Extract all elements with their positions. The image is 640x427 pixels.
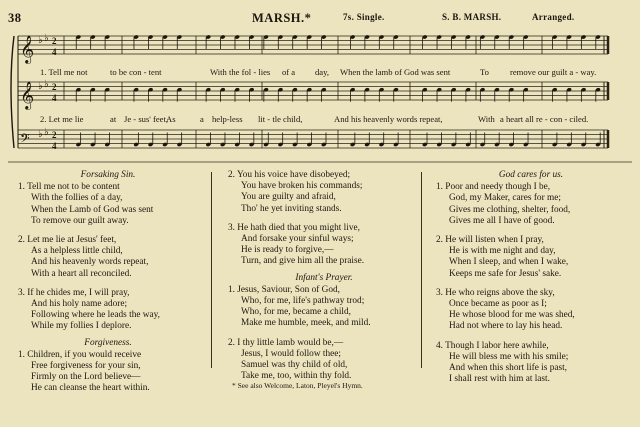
verse-line: Keeps me safe for Jesus' sake. [449, 268, 562, 279]
verse-line: Jesus, I would follow thee; [241, 348, 341, 359]
flat-icon: ♭ [38, 35, 43, 46]
lyric-syllable: To [480, 67, 489, 77]
verse-line: He is with me night and day, [449, 246, 556, 257]
verse-line: Tho' he yet inviting stands. [241, 203, 342, 214]
time-signature-bottom: 4 [52, 93, 57, 103]
hymn-title-forsaking: Forsaking Sin. [80, 170, 136, 180]
lyric-syllable: When the lamb of God was sent [340, 67, 451, 77]
verse-line: 2. I thy little lamb would be,— [228, 337, 344, 348]
verse-line: 3. He who reigns above the sky, [436, 287, 555, 298]
hymn-title-infants-prayer: Infant's Prayer. [295, 272, 353, 283]
verse-line: Gives me all I have of good. [449, 215, 555, 226]
hymn-continued [228, 170, 420, 268]
verse-line: Once became as poor as I; [449, 299, 547, 310]
verse-line: God, my Maker, cares for me; [449, 193, 561, 204]
verse-line: He will bless me with his smile; [449, 351, 569, 362]
bass-clef-icon: 𝄢 [20, 131, 30, 149]
verse-line: Gives me clothing, shelter, food, [449, 204, 571, 215]
column-divider-right [421, 172, 422, 368]
lyric-syllable: a heart all re - con - ciled. [500, 114, 589, 124]
lyric-syllable: help-less [212, 114, 243, 124]
lyric-syllable: Je - sus' feet, [124, 114, 169, 124]
verse-line: Take me, too, within thy fold. [241, 371, 352, 382]
meter: 7s. Single. [343, 12, 385, 22]
verse-line: Samuel was thy child of old, [241, 360, 348, 371]
verse-line: 2. You his voice have disobeyed; [228, 170, 351, 180]
verse-line: With a heart all reconciled. [31, 268, 132, 279]
hymn-infants-prayer [228, 285, 420, 383]
time-signature-top: 2 [52, 82, 57, 92]
verse-line: And his holy name adore; [31, 299, 128, 310]
tune-name: MARSH.* [252, 11, 312, 25]
lyric-syllable: of a [282, 67, 296, 77]
verse-line: And his heavenly words repeat, [31, 257, 149, 268]
verse-line: He can cleanse the heart within. [31, 383, 150, 394]
verse-line: Had not where to lay his head. [449, 321, 563, 332]
lyric-syllable: 1. Tell me not [40, 67, 88, 77]
composer: S. B. MARSH. [442, 12, 502, 22]
stanza-gap [436, 333, 626, 341]
lyric-syllable: With the fol - lies [210, 67, 271, 77]
treble-clef-icon: 𝄞 [20, 35, 35, 63]
lyric-syllable: to be con - tent [110, 67, 162, 77]
verse-line: Firmly on the Lord believe— [31, 372, 141, 383]
stanza-gap [228, 330, 420, 338]
lyric-syllable: As [166, 114, 176, 124]
verse-line: You have broken his commands; [241, 181, 363, 192]
verse-line: I shall rest with him at last. [449, 374, 550, 385]
verse-line: 1. Poor and needy though I be, [436, 182, 551, 193]
hymn-god-cares [436, 182, 626, 385]
hymn-title-god-cares: God cares for us. [498, 170, 564, 180]
music-score [0, 0, 640, 168]
column-middle [228, 170, 420, 382]
verse-line: Who, for me, became a child, [241, 307, 351, 318]
hymn-forgiveness [18, 350, 198, 395]
lyric-syllable: lit - tle child, [258, 114, 303, 124]
verse-line: Following where he leads the way, [31, 310, 161, 321]
hymn-title-forgiveness: Forgiveness. [84, 337, 132, 348]
lyric-syllable: day, [315, 67, 329, 77]
verse-line: He whose blood for me was shed, [449, 310, 575, 321]
stanza-gap [436, 280, 626, 288]
verse-line: 1. Jesus, Saviour, Son of God, [228, 284, 340, 295]
hymn-forsaking [18, 182, 198, 332]
flat-icon: ♭ [44, 79, 49, 90]
verse-line: 3. He hath died that you might live, [228, 222, 360, 233]
flat-icon: ♭ [44, 127, 49, 138]
lyric-syllable: With [478, 114, 495, 124]
verse-line: When the Lamb of God was sent [31, 204, 154, 215]
verse-line: 1. Tell me not to be content [18, 182, 120, 193]
verse-line: 2. He will listen when I pray, [436, 235, 544, 246]
time-signature-top: 2 [52, 130, 57, 140]
verse-line: Make me humble, meek, and mild. [241, 318, 371, 329]
lyric-syllable: at [110, 114, 117, 124]
treble-clef-icon: 𝄞 [20, 81, 35, 109]
verse-line: As a helpless little child, [31, 246, 123, 257]
verse-line: Free forgiveness for your sin, [31, 361, 141, 372]
verse-line: When I sleep, and when I wake, [449, 257, 569, 268]
time-signature-bottom: 4 [52, 47, 57, 57]
lyric-syllable: a [200, 114, 204, 124]
verse-line: 2. Let me lie at Jesus' feet, [18, 235, 117, 246]
verse-line: With the follies of a day, [31, 193, 123, 204]
lyric-syllable: And his heavenly words repeat, [334, 114, 443, 124]
verse-line: To remove our guilt away. [31, 215, 129, 226]
lyric-syllable: 2. Let me lie [40, 114, 84, 124]
verse-line: 1. Children, if you would receive [18, 349, 142, 360]
stanza-gap [436, 227, 626, 235]
verse-line: Turn, and give him all the praise. [241, 256, 365, 267]
verse-line: 4. Though I labor here awhile, [436, 340, 549, 351]
verse-line: And forsake your sinful ways; [241, 234, 354, 245]
verse-line: Who, for me, life's pathway trod; [241, 296, 365, 307]
stanza-gap [228, 215, 420, 223]
verse-line: And when this short life is past, [449, 363, 568, 374]
verse-line: You are guilty and afraid, [241, 192, 336, 203]
arranged-note: Arranged. [532, 12, 575, 22]
page-number: 38 [8, 11, 22, 25]
verse-line: While my follies I deplore. [31, 321, 132, 332]
flat-icon: ♭ [44, 33, 49, 44]
stanza-gap [18, 280, 198, 288]
system-brace [11, 36, 14, 148]
footnote: * See also Welcome, Laton, Pleyel's Hymn. [232, 381, 363, 390]
lyric-syllable: remove our guilt a - way. [510, 67, 597, 77]
column-divider-left [211, 172, 212, 368]
time-signature-top: 2 [52, 36, 57, 46]
verse-line: 3. If he chides me, I will pray, [18, 287, 130, 298]
flat-icon: ♭ [38, 81, 43, 92]
column-right [436, 170, 626, 385]
column-left [18, 170, 198, 395]
time-signature-bottom: 4 [52, 141, 57, 151]
stanza-gap [18, 227, 198, 235]
flat-icon: ♭ [38, 129, 43, 140]
verse-line: He is ready to forgive,— [241, 245, 334, 256]
